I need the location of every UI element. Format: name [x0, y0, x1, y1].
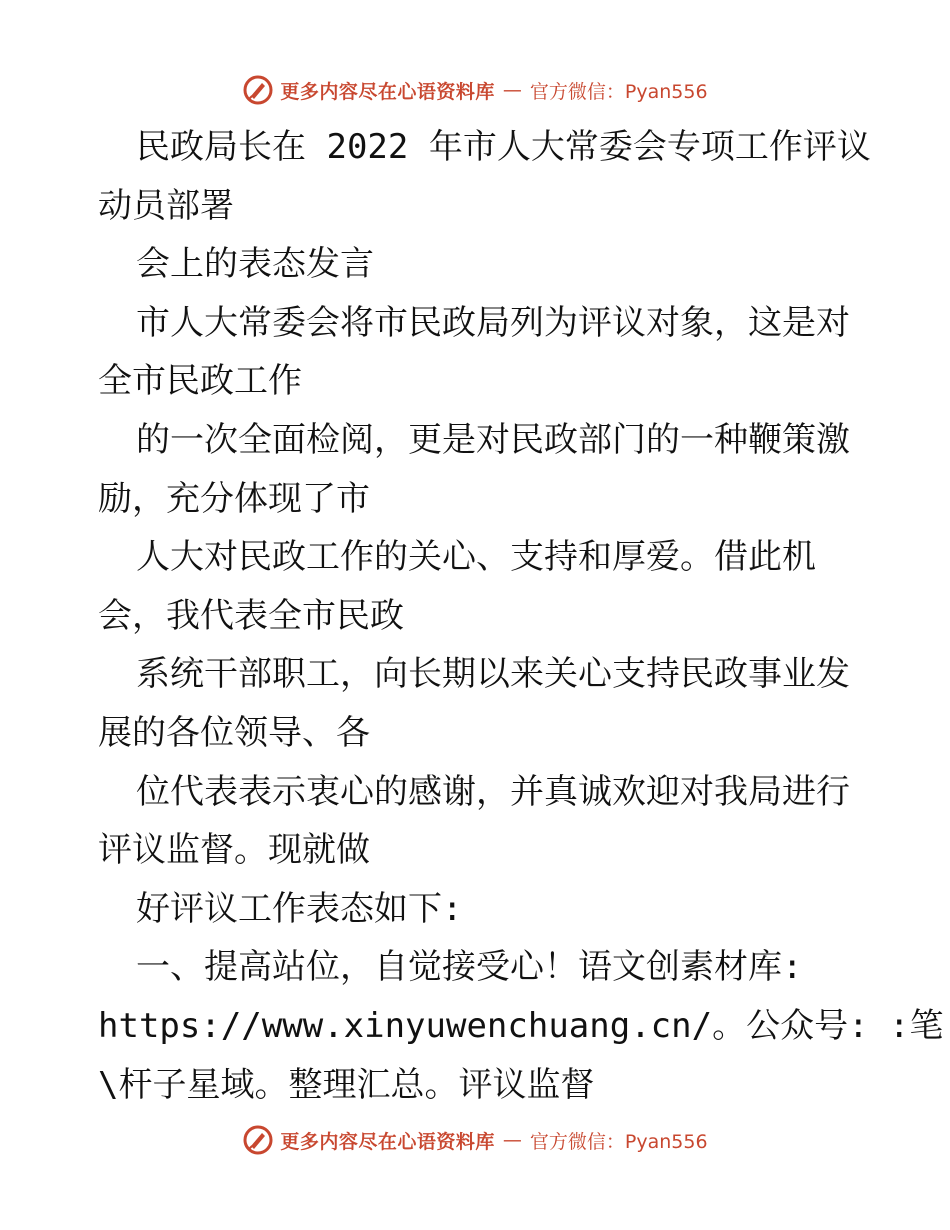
text-line: 民政局长在 2022 年市人大常委会专项工作评议 — [136, 127, 871, 167]
text-line: 人大对民政工作的关心、支持和厚爱。借此机 — [136, 537, 816, 578]
text-line: https://www.xinyuwenchuang.cn/。公众号: :笔 — [98, 1005, 944, 1046]
text-line: 展的各位领导、各 — [98, 712, 370, 753]
text-line: \杆子星域。整理汇总。评议监督 — [98, 1064, 595, 1105]
header-banner — [0, 70, 950, 110]
text-line: 动员部署 — [98, 185, 234, 226]
text-line: 系统干部职工，向长期以来关心支持民政事业发 — [136, 654, 850, 695]
text-line: 好评议工作表态如下: — [136, 888, 463, 929]
text-line: 评议监督。现就做 — [98, 830, 370, 871]
banner-dash: — — [502, 79, 522, 101]
text-line: 励，充分体现了市 — [98, 478, 370, 519]
document-body — [98, 118, 944, 1114]
footer-banner — [0, 1120, 950, 1160]
banner-wechat: 官方微信：Pyan556 — [529, 1130, 708, 1153]
text-line: 全市民政工作 — [98, 361, 302, 402]
banner-title: 更多内容尽在心语资料库 — [280, 80, 495, 103]
text-line: 位代表表示衷心的感谢，并真诚欢迎对我局进行 — [136, 771, 850, 812]
brand-logo-icon — [242, 74, 274, 106]
banner-wechat: 官方微信：Pyan556 — [529, 80, 708, 103]
text-line: 市人大常委会将市民政局列为评议对象，这是对 — [136, 302, 850, 343]
banner-dash: — — [502, 1129, 522, 1151]
text-line: 一、提高站位，自觉接受心！语文创素材库: — [136, 947, 803, 988]
banner-title: 更多内容尽在心语资料库 — [280, 1130, 495, 1153]
brand-logo-icon — [242, 1124, 274, 1156]
text-line: 的一次全面检阅，更是对民政部门的一种鞭策激 — [136, 419, 850, 460]
text-line: 会上的表态发言 — [136, 244, 374, 285]
text-line: 会，我代表全市民政 — [98, 595, 404, 636]
